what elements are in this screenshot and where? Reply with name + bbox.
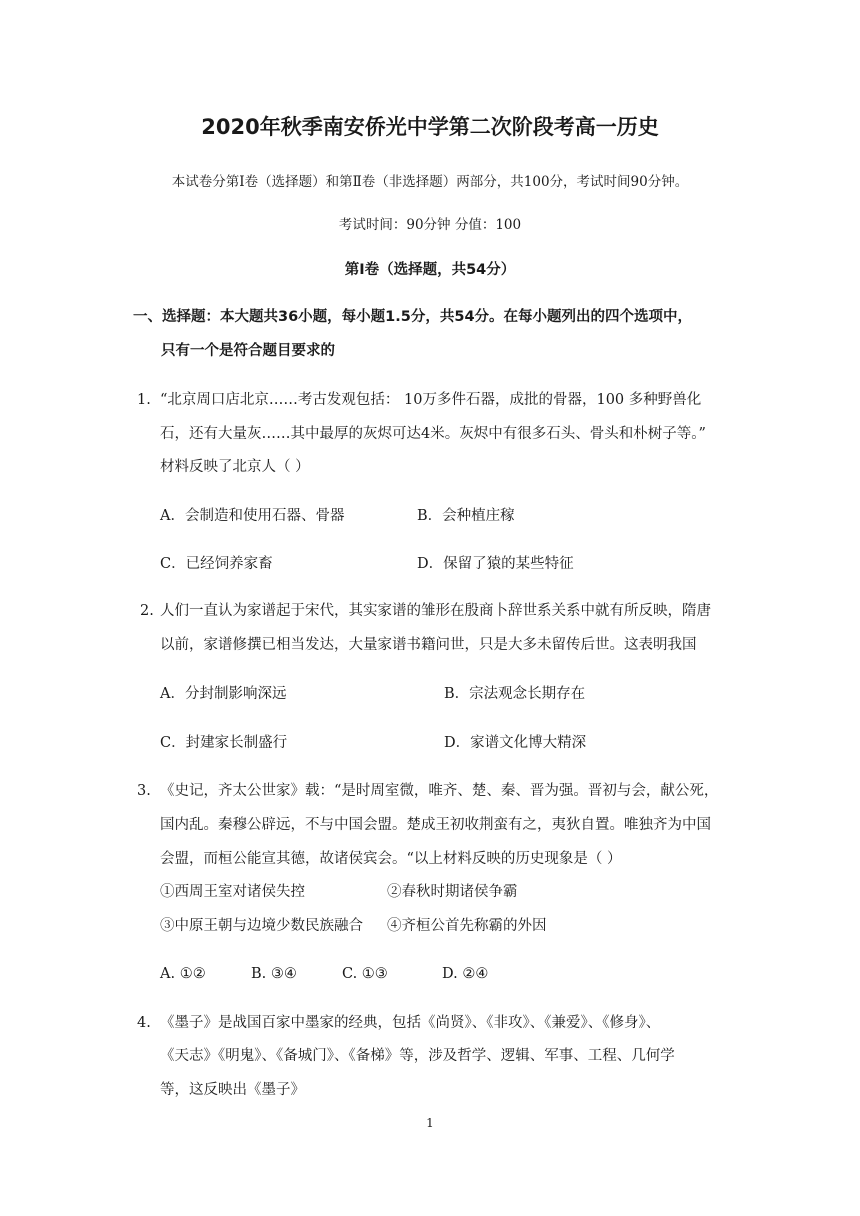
question-2-number: 2. bbox=[140, 603, 154, 619]
question-3-option-c: C. ①③ bbox=[342, 966, 388, 982]
question-1-option-c: C．已经饲养家畜 bbox=[160, 556, 273, 572]
section-heading-line1: 一、选择题：本大题共36小题，每小题1.5分，共54分。在每小题列出的四个选项中， bbox=[133, 309, 693, 325]
page-number: 1 bbox=[426, 1116, 434, 1130]
question-2-line2: 以前，家谱修撰已相当发达，大量家谱书籍问世，只是大多未留传后世。这表明我国 bbox=[160, 637, 697, 653]
question-3-line1: 《史记，齐太公世家》载：“是时周室微，唯齐、楚、秦、晋为强。晋初与会，献公死， bbox=[160, 783, 719, 799]
exam-intro: 本试卷分第Ⅰ卷（选择题）和第Ⅱ卷（非选择题）两部分，共100分，考试时间90分钟。 bbox=[171, 174, 689, 190]
question-1-option-d: D．保留了猿的某些特征 bbox=[417, 556, 574, 572]
question-3-item-4: ④齐桓公首先称霸的外因 bbox=[387, 918, 547, 934]
part-title: 第Ⅰ卷（选择题，共54分） bbox=[344, 262, 516, 278]
question-1-number: 1. bbox=[137, 392, 151, 408]
question-4-line2: 《天志》《明鬼》、《备城门》、《备梯》等，涉及哲学、逻辑、军事、工程、几何学 bbox=[160, 1048, 675, 1064]
question-3-item-1: ①西周王室对诸侯失控 bbox=[160, 884, 305, 900]
question-4-line1: 《墨子》是战国百家中墨家的经典，包括《尚贤》、《非攻》、《兼爱》、《修身》、 bbox=[160, 1015, 661, 1031]
question-1-line2: 石，还有大量灰……其中最厚的灰烬可达4米。灰烬中有很多石头、骨头和朴树子等。” bbox=[160, 426, 706, 442]
question-1-line3: 材料反映了北京人（ ） bbox=[160, 459, 310, 475]
question-2-line1: 人们一直认为家谱起于宋代，其实家谱的雏形在殷商卜辞世系关系中就有所反映，隋唐 bbox=[160, 603, 711, 619]
question-1-line1: “北京周口店北京……考古发观包括： 10万多件石器，成批的骨器，100 多种野兽化 bbox=[160, 392, 702, 408]
question-3-option-a: A. ①② bbox=[160, 966, 206, 982]
question-3-option-d: D. ②④ bbox=[442, 966, 489, 982]
question-3-item-2: ②春秋时期诸侯争霸 bbox=[387, 884, 518, 900]
question-4-number: 4. bbox=[137, 1015, 151, 1031]
question-1-option-a: A．会制造和使用石器、骨器 bbox=[160, 508, 345, 524]
question-4-line3: 等，这反映出《墨子》 bbox=[160, 1082, 305, 1098]
question-1-option-b: B．会种植庄稼 bbox=[417, 508, 515, 524]
question-3-line3: 会盟，而桓公能宣其德，故诸侯宾会。“以上材料反映的历史现象是（ ） bbox=[160, 851, 622, 867]
section-heading-line2: 只有一个是符合题目要求的 bbox=[161, 343, 335, 359]
exam-meta: 考试时间：90分钟 分值：100 bbox=[338, 217, 522, 233]
question-2-option-c: C．封建家长制盛行 bbox=[160, 735, 288, 751]
question-2-option-a: A．分封制影响深远 bbox=[160, 686, 287, 702]
question-3-number: 3. bbox=[137, 783, 151, 799]
question-2-option-d: D．家谱文化博大精深 bbox=[444, 735, 587, 751]
question-2-option-b: B．宗法观念长期存在 bbox=[444, 686, 586, 702]
question-3-item-3: ③中原王朝与边境少数民族融合 bbox=[160, 918, 363, 934]
question-3-line2: 国内乱。秦穆公辟远，不与中国会盟。楚成王初收荆蛮有之，夷狄自置。唯独齐为中国 bbox=[160, 817, 711, 833]
question-3-option-b: B. ③④ bbox=[251, 966, 297, 982]
page-title: 2020年秋季南安侨光中学第二次阶段考高一历史 bbox=[201, 115, 659, 139]
